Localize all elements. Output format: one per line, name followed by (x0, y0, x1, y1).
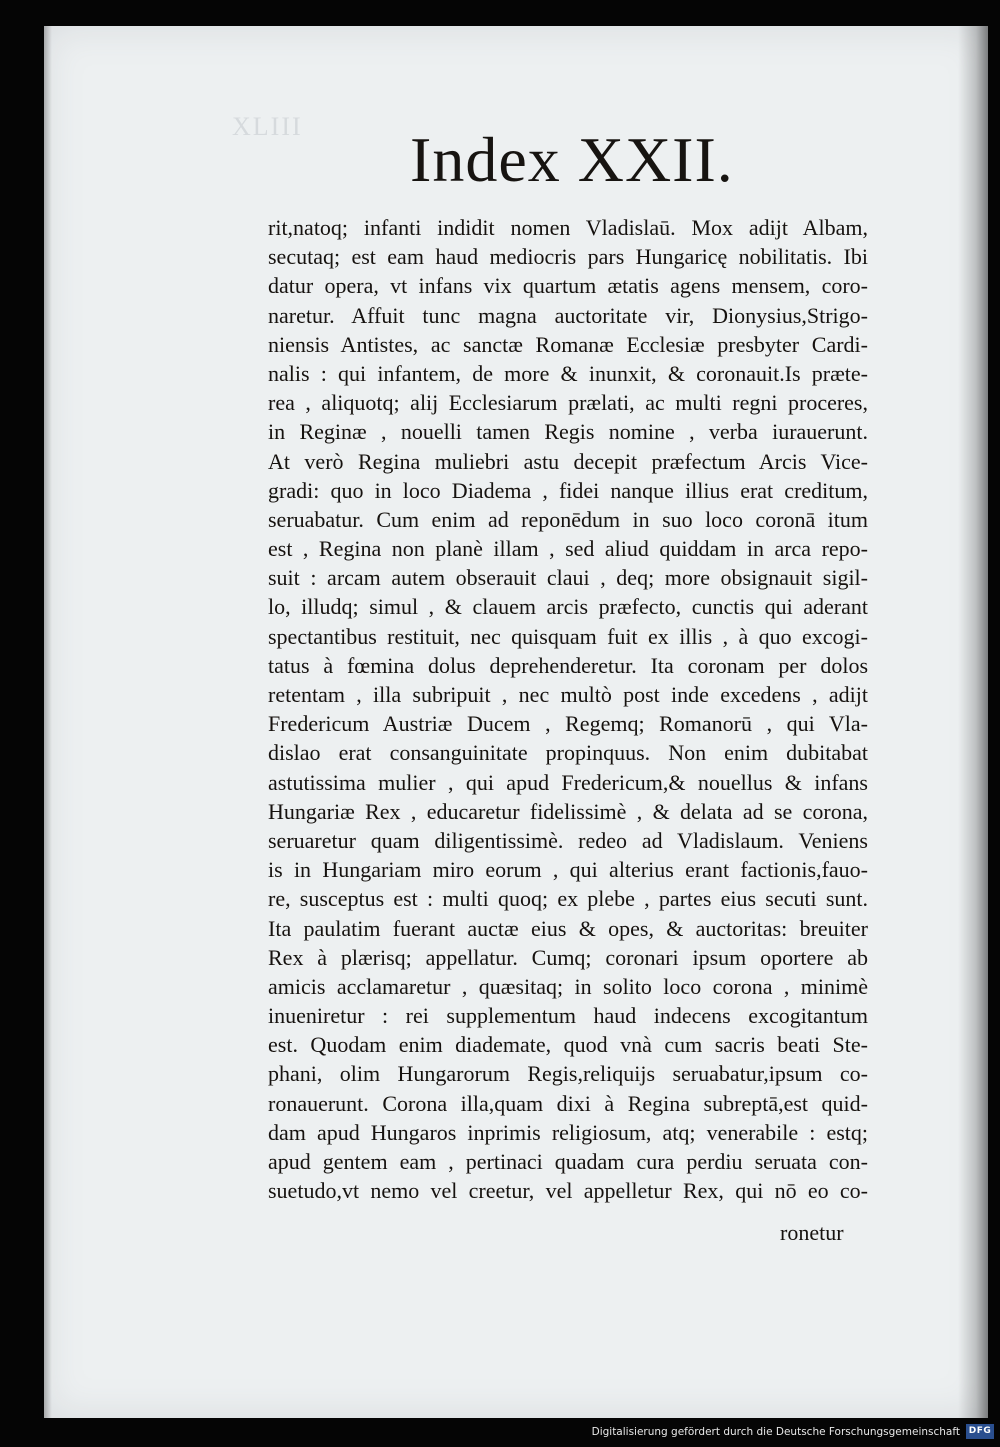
text-line: secutaq; est eam haud mediocris pars Hungaricę nobilitatis. Ibi (268, 244, 868, 270)
text-line: datur opera, vt infans vix quartum ætatis agens mensem, coro- (268, 273, 868, 299)
text-line: nalis : qui infantem, de more & inunxit, & coronauit.Is præte- (268, 360, 868, 386)
text-line: inueniretur : rei supplementum haud indecens excogitantum (268, 1003, 868, 1029)
text-line: niensis Antistes, ac sanctæ Romanæ Ecclesiæ presbyter Cardi- (268, 331, 868, 357)
text-line: est. Quodam enim diademate, quod vnà cum sacris beati Ste- (268, 1032, 868, 1058)
text-line: dislao erat consanguinitate propinquus. Non enim dubitabat (268, 740, 868, 766)
page-left-edge-shadow (44, 26, 52, 1418)
text-line: naretur. Affuit tunc magna auctoritate vir, Dionysius,Strigo- (268, 302, 868, 328)
funding-notice: Digitalisierung gefördert durch die Deutsche Forschungsgemeinschaft (591, 1426, 960, 1438)
bleed-through-header: XLIII (232, 112, 303, 141)
text-line: is in Hungariam miro eorum , qui alterius erant factionis,fauo- (268, 857, 868, 883)
text-line: retentam , illa subripuit , nec multò post inde excedens , adijt (268, 682, 868, 707)
text-line: seruabatur. Cum enim ad reponēdum in suo loco coronā itum (268, 506, 868, 532)
text-line: Hungariæ Rex , educaretur fidelissimè , & delata ad se corona, (268, 798, 868, 824)
text-line: tatus à fœmina dolus deprehenderetur. Ita coronam per dolos (268, 652, 868, 678)
text-line: gradi: quo in loco Diadema , fidei nanque illius erat creditum, (268, 477, 868, 503)
text-line: ronauerunt. Corona illa,quam dixi à Regina subreptā,est quid- (268, 1090, 868, 1116)
catchword: ronetur (780, 1220, 844, 1245)
dfg-logo-icon: DFG (966, 1424, 994, 1439)
text-line: rea , aliquotq; alij Ecclesiarum prælati, ac multi regni proceres, (268, 390, 868, 416)
text-line: astutissima mulier , qui apud Fredericum,& nouellus & infans (268, 769, 868, 795)
text-line: Fredericum Austriæ Ducem , Regemq; Romanorū , qui Vla- (268, 711, 868, 737)
text-line: dam apud Hungaros inprimis religiosum, atq; venerabile : estq; (268, 1119, 868, 1145)
text-line: suetudo,vt nemo vel creetur, vel appelletur Rex, qui nō eo co- (268, 1178, 868, 1204)
text-line: suit : arcam autem obserauit claui , deq; more obsignauit sigil- (268, 565, 868, 591)
footer-bar (0, 1418, 1000, 1447)
page-heading: Index XXII. (410, 124, 734, 195)
text-line: phani, olim Hungarorum Regis,reliquijs seruabatur,ipsum co- (268, 1061, 868, 1087)
text-line: lo, illudq; simul , & clauem arcis præfecto, cunctis qui aderant (268, 594, 868, 620)
text-line: in Reginæ , nouelli tamen Regis nomine , verba iurauerunt. (268, 419, 868, 445)
text-line: seruaretur quam diligentissimè. redeo ad Vladislaum. Veniens (268, 827, 868, 853)
text-line: est , Regina non planè illam , sed aliud quiddam in arca repo- (268, 536, 868, 562)
text-line: At verò Regina muliebri astu decepit præfectum Arcis Vice- (268, 448, 868, 474)
text-line: Ita paulatim fuerant auctæ eius & opes, & auctoritas: breuiter (268, 915, 868, 941)
text-line: spectantibus restituit, nec quisquam fuit ex illis , à quo excogi- (268, 623, 868, 649)
body-text (268, 213, 868, 1205)
text-line: rit,natoq; infanti indidit nomen Vladislaū. Mox adijt Albam, (268, 215, 868, 240)
text-line: re, susceptus est : multi quoq; ex plebe , partes eius secuti sunt. (268, 886, 868, 912)
text-line: apud gentem eam , pertinaci quadam cura perdiu seruata con- (268, 1149, 868, 1174)
text-line: amicis acclamaretur , quæsitaq; in solito loco corona , minimè (268, 973, 868, 999)
page-gutter-shadow (958, 26, 988, 1418)
text-line: Rex à plærisq; appellatur. Cumq; coronari ipsum oportere ab (268, 944, 868, 970)
